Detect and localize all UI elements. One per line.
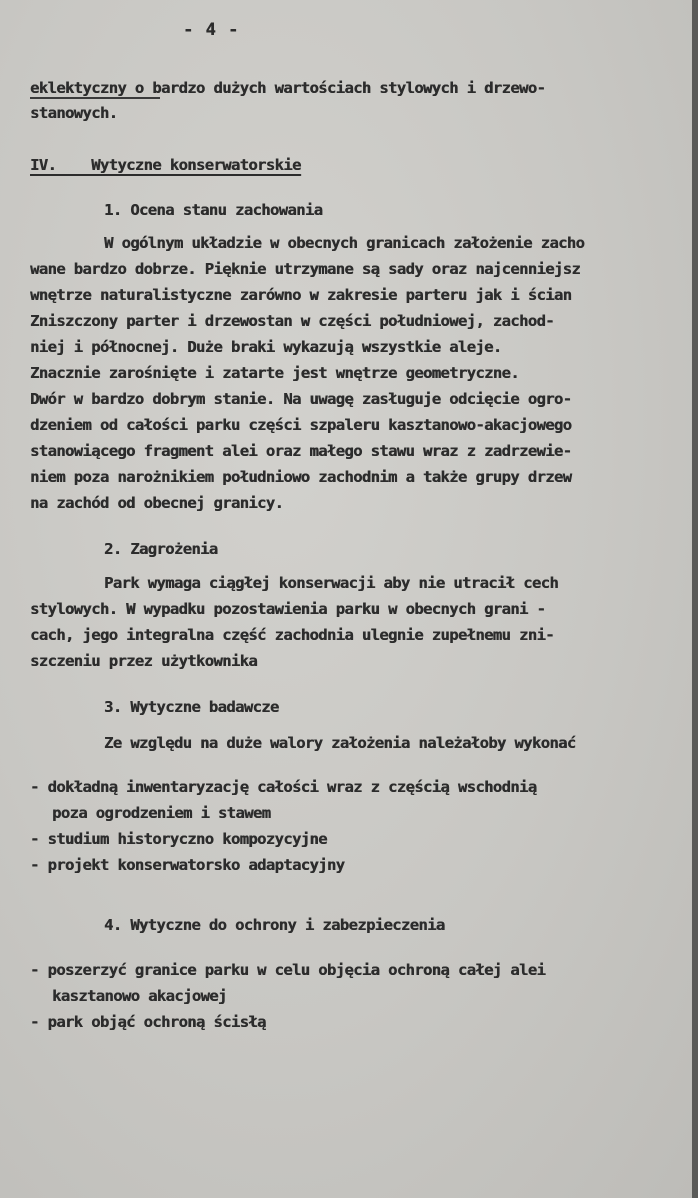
scan-edge — [692, 0, 698, 1198]
text-line: cach, jego integralna część zachodnia ulegnie zupełnemu zni- — [30, 626, 554, 644]
text-line: stylowych. W wypadku pozostawienia parku w obecnych grani - — [30, 600, 546, 618]
text-line: poza ogrodzeniem i stawem — [52, 804, 271, 822]
subsection-heading: 4. Wytyczne do ochrony i zabezpieczenia — [104, 916, 445, 934]
list-item: - poszerzyć granice parku w celu objęcia ochroną całej alei — [30, 961, 546, 979]
underline-mark — [30, 97, 160, 99]
text-line: kasztanowo akacjowej — [52, 987, 227, 1005]
text-line: Dwór w bardzo dobrym stanie. Na uwagę zasługuje odcięcie ogro- — [30, 390, 572, 408]
text-line: eklektyczny o bardzo dużych wartościach stylowych i drzewo- — [30, 79, 546, 97]
subsection-heading: 2. Zagrożenia — [104, 540, 218, 558]
text-line: W ogólnym układzie w obecnych granicach założenie zacho — [104, 234, 585, 252]
section-heading: IV. Wytyczne konserwatorskie — [30, 156, 301, 174]
subsection-heading: 3. Wytyczne badawcze — [104, 698, 279, 716]
list-item: - dokładną inwentaryzację całości wraz z częścią wschodnią — [30, 778, 537, 796]
text-line: dzeniem od całości parku części szpaleru kasztanowo-akacjowego — [30, 416, 572, 434]
text-line: stanowiącego fragment alei oraz małego stawu wraz z zadrzewie- — [30, 442, 572, 460]
text-line: Park wymaga ciągłej konserwacji aby nie utracił cech — [104, 574, 559, 592]
text-line: szczeniu przez użytkownika — [30, 652, 258, 670]
list-item: - studium historyczno kompozycyjne — [30, 830, 327, 848]
subsection-heading: 1. Ocena stanu zachowania — [104, 201, 323, 219]
text-line: stanowych. — [30, 104, 118, 122]
text-line: Ze względu na duże walory założenia należałoby wykonać — [104, 734, 576, 752]
list-item: - park objąć ochroną ścisłą — [30, 1013, 266, 1031]
text-line: niej i północnej. Duże braki wykazują wszystkie aleje. — [30, 338, 502, 356]
text-line: wnętrze naturalistyczne zarówno w zakresie parteru jak i ścian — [30, 286, 572, 304]
text-line: niem poza narożnikiem południowo zachodnim a także grupy drzew — [30, 468, 572, 486]
text-line: na zachód od obecnej granicy. — [30, 494, 284, 512]
page-number: - 4 - — [183, 20, 240, 40]
text-line: wane bardzo dobrze. Pięknie utrzymane są sady oraz najcenniejsz — [30, 260, 581, 278]
text-line: Zniszczony parter i drzewostan w części południowej, zachod- — [30, 312, 554, 330]
list-item: - projekt konserwatorsko adaptacyjny — [30, 856, 345, 874]
text-line: Znacznie zarośnięte i zatarte jest wnętrze geometryczne. — [30, 364, 519, 382]
